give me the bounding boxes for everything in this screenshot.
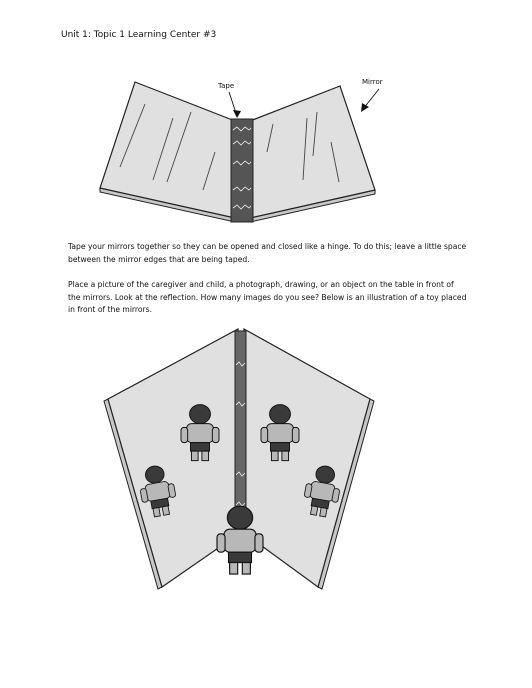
toy-reflection-illustration: [100, 325, 390, 595]
hinged-mirrors-illustration: [95, 72, 475, 242]
tape-arrowhead: [233, 110, 241, 118]
instruction-paragraph-1: Tape your mirrors together so they can be opened and closed like a hinge. To do this; leave a little space between the mirror edges that are being taped.: [68, 242, 467, 264]
left-mirror: [100, 82, 235, 218]
page-header: Unit 1: Topic 1 Learning Center #3: [61, 30, 217, 40]
tape-label: Tape: [218, 82, 235, 90]
mirror-arrowhead: [361, 103, 369, 112]
instruction-paragraph-2: Place a picture of the caregiver and child, a photograph, drawing, or an object on the table in front of the mirrors. Look at the reflection. How many images do you see? Below is an illustration of a toy placed in front of the mirrors.: [68, 280, 467, 314]
mirror-label: Mirror: [362, 78, 383, 86]
